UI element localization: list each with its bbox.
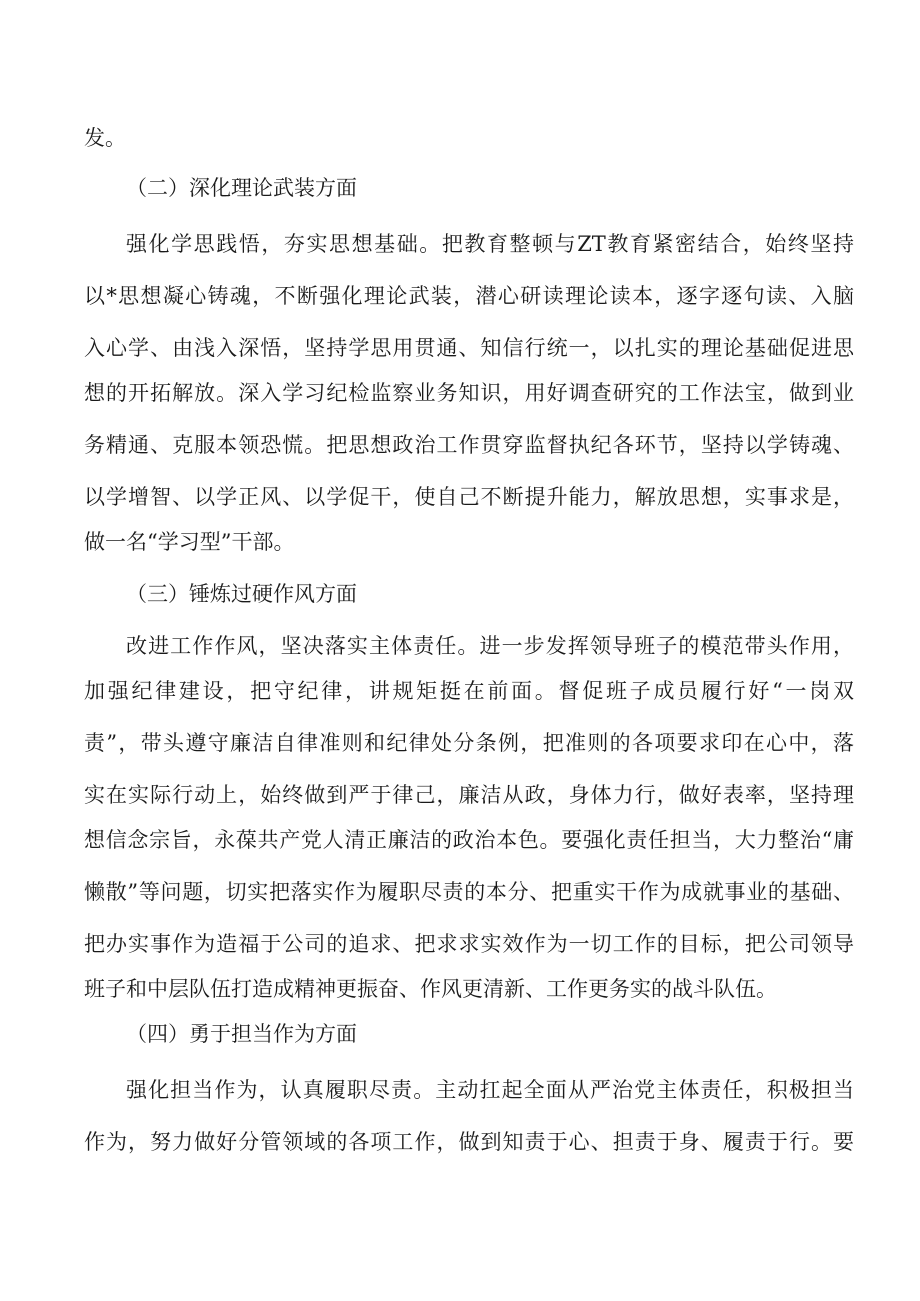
text-line: 加强纪律建设，把守纪律，讲规矩挺在前面。督促班子成员履行好“一岗双 (84, 679, 854, 703)
text-line: 做一名“学习型”干部。 (84, 530, 295, 554)
section-heading-3: （三）锤炼过硬作风方面 (126, 582, 357, 606)
text-line: 强化担当作为，认真履职尽责。主动扛起全面从严治党主体责任，积极担当 (126, 1078, 854, 1102)
section-heading-4: （四）勇于担当作为方面 (126, 1022, 357, 1046)
text-line: 想信念宗旨，永葆共产党人清正廉洁的政治本色。要强化责任担当，大力整治“庸 (84, 828, 854, 852)
section-heading-2: （二）深化理论武装方面 (126, 176, 357, 200)
text-line: 责”，带头遵守廉洁自律准则和纪律处分条例，把准则的各项要求印在心中，落 (84, 731, 854, 755)
text-line: 班子和中层队伍打造成精神更振奋、作风更清新、工作更务实的战斗队伍。 (84, 977, 777, 1001)
text-line: 作为，努力做好分管领域的各项工作，做到知责于心、担责于身、履责于行。要 (84, 1130, 854, 1154)
text-line: 务精通、克服本领恐慌。把思想政治工作贯穿监督执纪各环节，坚持以学铸魂、 (84, 433, 854, 457)
text-line: 想的开拓解放。深入学习纪检监察业务知识，用好调查研究的工作法宝，做到业 (84, 381, 854, 405)
text-line: 以学增智、以学正风、以学促干，使自己不断提升能力，解放思想，实事求是， (84, 485, 854, 509)
text-line: 懒散”等问题，切实把落实作为履职尽责的本分、把重实干作为成就事业的基础、 (84, 880, 854, 904)
text-line: 以*思想凝心铸魂，不断强化理论武装，潜心研读理论读本，逐字逐句读、入脑 (84, 284, 854, 308)
text-line: 实在实际行动上，始终做到严于律己，廉洁从政，身体力行，做好表率，坚持理 (84, 783, 854, 807)
text-line: 强化学思践悟，夯实思想基础。把教育整顿与ZT教育紧密结合，始终坚持 (126, 232, 854, 256)
text-line: 把办实事作为造福于公司的追求、把求求实效作为一切工作的目标，把公司领导 (84, 932, 854, 956)
text-line: 改进工作作风，坚决落实主体责任。进一步发挥领导班子的模范带头作用， (126, 634, 854, 658)
paragraph-tail: 发。 (84, 126, 126, 150)
text-line: 入心学、由浅入深悟，坚持学思用贯通、知信行统一，以扎实的理论基础促进思 (84, 336, 854, 360)
